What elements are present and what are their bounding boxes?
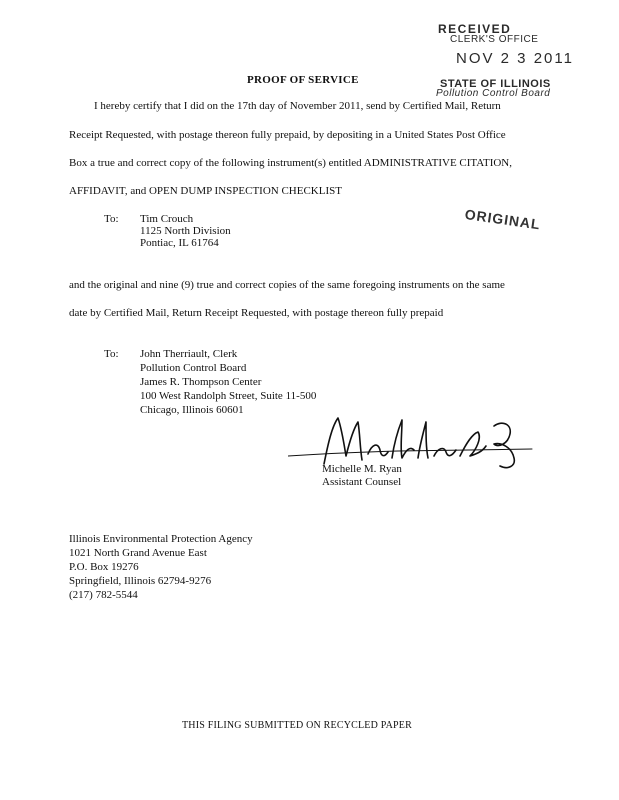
document-title: PROOF OF SERVICE: [247, 74, 359, 86]
recipient1-label: To:: [104, 213, 119, 225]
certification-line-1: I hereby certify that I did on the 17th day of November 2011, send by Certified Mail, Return: [94, 100, 501, 112]
recipient1-name: Tim Crouch: [140, 213, 194, 225]
received-stamp: RECEIVED: [438, 22, 512, 36]
agency-phone: (217) 782-5544: [69, 589, 138, 601]
agency-city: Springfield, Illinois 62794-9276: [69, 575, 212, 587]
certification-line-2: Receipt Requested, with postage thereon fully prepaid, by depositing in a United States Post Office: [69, 129, 506, 141]
received-date-stamp: NOV 2 3 2011: [456, 50, 574, 67]
state-stamp: STATE OF ILLINOIS: [440, 78, 551, 90]
agency-street: 1021 North Grand Avenue East: [69, 547, 207, 559]
recipient2-line-5: Chicago, Illinois 60601: [140, 404, 244, 416]
certification-line-3: Box a true and correct copy of the following instrument(s) entitled ADMINISTRATIVE CITATION,: [69, 157, 512, 169]
certification-line-4: AFFIDAVIT, and OPEN DUMP INSPECTION CHECKLIST: [69, 185, 342, 197]
recipient2-line-3: James R. Thompson Center: [140, 376, 262, 388]
paragraph2-line-2: date by Certified Mail, Return Receipt Requested, with postage thereon fully prepaid: [69, 307, 444, 319]
board-stamp: Pollution Control Board: [436, 88, 551, 99]
signer-title: Assistant Counsel: [322, 476, 402, 488]
recipient2-line-2: Pollution Control Board: [140, 362, 247, 374]
recipient1-street: 1125 North Division: [140, 225, 231, 237]
signer-name: Michelle M. Ryan: [322, 463, 402, 475]
recipient1-city: Pontiac, IL 61764: [140, 237, 219, 249]
paragraph2-line-1: and the original and nine (9) true and correct copies of the same foregoing instruments on the same: [69, 279, 505, 291]
agency-po-box: P.O. Box 19276: [69, 561, 139, 573]
recipient2-line-1: John Therriault, Clerk: [140, 348, 238, 360]
recipient2-label: To:: [104, 348, 119, 360]
clerk-office-stamp: CLERK'S OFFICE: [450, 34, 539, 45]
recycled-paper-footer: THIS FILING SUBMITTED ON RECYCLED PAPER: [182, 720, 412, 731]
agency-name: Illinois Environmental Protection Agency: [69, 533, 253, 545]
recipient2-line-4: 100 West Randolph Street, Suite 11-500: [140, 390, 317, 402]
original-stamp: ORIGINAL: [463, 206, 542, 233]
